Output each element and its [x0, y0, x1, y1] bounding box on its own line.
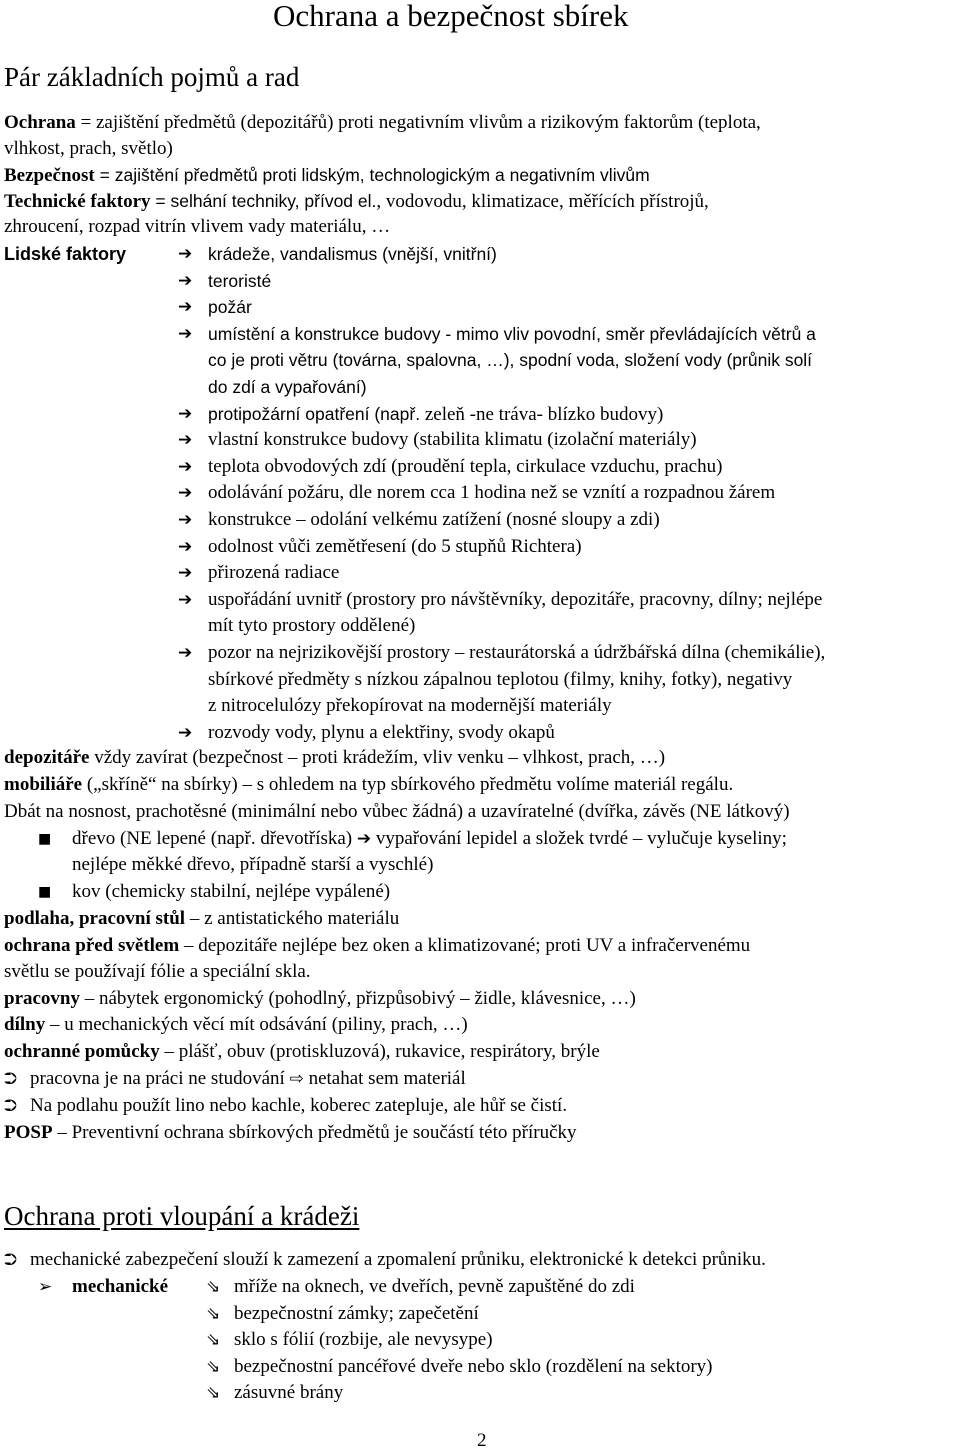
mechanicke-item: zásuvné brány [234, 1382, 344, 1403]
mechanicke-item: mříže na oknech, ve dveřích, pevně zapuštěné do zdi [234, 1276, 635, 1297]
lidske-faktory-item: odolávání požáru, dle norem cca 1 hodina než se vznítí a rozpadnou žárem [208, 482, 776, 504]
drevo-text-cont: nejlépe měkké dřevo, případně starší a vyschlé) [72, 854, 434, 875]
arrow-right-icon: ➔ [178, 722, 193, 743]
curved-arrow-icon: ⇘ [206, 1330, 221, 1350]
lidske-faktory-item: umístění a konstrukce budovy - mimo vliv povodní, směr převládajících větrů a [208, 323, 816, 344]
lidske-faktory-item: pozor na nejrizikovější prostory – restaurátorská a údržbářská dílna (chemikálie), [208, 642, 826, 663]
arrow-right-icon: ➔ [178, 297, 193, 318]
arrow-right-icon: ➔ [178, 403, 193, 424]
technicke-text-cont: zhroucení, rozpad vitrín vlivem vady materiálu, … [4, 216, 391, 237]
technicke-text: = selhání techniky, přívod el. [150, 191, 377, 211]
arrow-right-icon: ➔ [178, 643, 193, 663]
pracovny-text: – nábytek ergonomický (pohodlný, přizpůsobivý – židle, klávesnice, …) [80, 988, 636, 1009]
mechanicke-item: bezpečnostní pancéřové dveře nebo sklo (rozdělení na sektory) [234, 1355, 713, 1377]
arrow-right-icon: ➔ [178, 244, 193, 264]
mobiliare-line [4, 772, 733, 798]
svetlo-text-cont: světlu se používají fólie a speciální skla. [4, 961, 311, 982]
arrow-right-icon: ➔ [178, 430, 193, 451]
curved-arrow-icon: ⇘ [206, 1303, 221, 1324]
term-depozitare: depozitáře [4, 747, 90, 768]
hollow-arrow-icon: ⇨ [289, 1069, 304, 1089]
ochrana-text: = zajištění předmětů (depozitářů) proti negativním vlivům a rizikovým faktorům (teplota, [75, 112, 761, 133]
svetlo-line [4, 933, 750, 959]
lidske-faktory-item: vlastní konstrukce budovy (stabilita klimatu (izolační materiály) [208, 429, 697, 451]
curved-arrow-icon: ⇘ [206, 1277, 221, 1297]
lidske-faktory-item [208, 401, 663, 428]
podlaha-line [4, 906, 399, 932]
tip-line-2: Na podlahu použít lino nebo kachle, koberec zatepluje, ale hůř se čistí. [30, 1095, 568, 1116]
section-heading-basics: Pár základních pojmů a rad [4, 62, 300, 92]
lidske-faktory-item-text: zeleň -ne tráva- blízko budovy) [420, 403, 664, 425]
arrow-right-icon: ➔ [178, 589, 193, 610]
lidske-faktory-item-text: protipožární opatření (např. [208, 403, 421, 424]
arrow-right-icon: ➔ [178, 270, 193, 291]
term-posp: POSP [4, 1122, 53, 1143]
term-lidske-faktory: Lidské faktory [4, 244, 127, 264]
square-bullet-icon: ■ [38, 831, 52, 847]
drevo-text: dřevo (NE lepené (např. dřevotříska) [72, 828, 357, 849]
lidske-faktory-item: uspořádání uvnitř (prostory pro návštěvníky, depozitáře, pracovny, dílny; nejlépe [208, 588, 823, 610]
term-ochrana: Ochrana [4, 112, 76, 133]
dilny-line [4, 1012, 468, 1038]
circle-arrow-icon: ⮊ [4, 1096, 17, 1116]
lidske-faktory-item: z nitrocelulózy překopírovat na modernější materiály [208, 695, 612, 717]
svetlo-text: – depozitáře nejlépe bez oken a klimatizované; proti UV a infračervenému [179, 935, 751, 956]
page-title: Ochrana a bezpečnost sbírek [273, 0, 629, 33]
square-bullet-icon: ■ [38, 884, 52, 900]
lidske-faktory-item: odolnost vůči zemětřesení (do 5 stupňů Richtera) [208, 535, 582, 557]
drevo-line [72, 826, 787, 852]
pomucky-line [4, 1039, 600, 1065]
arrow-right-icon: ➔ [178, 510, 193, 530]
lidske-faktory-item: požár [208, 297, 252, 318]
mech-intro-line: mechanické zabezpečení slouží k zamezení a zpomalení průniku, elektronické k detekci průniku. [30, 1249, 766, 1270]
term-ochranne-pomucky: ochranné pomůcky [4, 1041, 160, 1062]
kov-line: kov (chemicky stabilní, nejlépe vypálené) [72, 881, 391, 902]
circle-arrow-icon: ⮊ [4, 1250, 17, 1270]
lidske-faktory-item: co je proti větru (továrna, spalovna, …), spodní voda, složení vody (průnik solí [208, 350, 813, 371]
tip1-text: pracovna je na práci ne studování [30, 1068, 290, 1089]
tip1-text-b: netahat sem materiál [303, 1068, 466, 1089]
arrow-right-icon: ➔ [178, 323, 193, 344]
term-mechanicke: mechanické [72, 1276, 169, 1297]
term-dilny: dílny [4, 1014, 46, 1035]
depozitare-line [4, 745, 665, 771]
pracovny-line [4, 986, 636, 1012]
ochrana-line [4, 110, 761, 136]
lidske-faktory-item: krádeže, vandalismus (vnější, vnitřní) [208, 244, 497, 264]
page-number: 2 [477, 1430, 487, 1451]
tip-line-1 [30, 1066, 466, 1092]
triangle-bullet-icon: ➢ [38, 1277, 53, 1297]
lidske-faktory-item: teplota obvodových zdí (proudění tepla, cirkulace vzduchu, prachu) [208, 455, 723, 477]
dbat-line: Dbát na nosnost, prachotěsné (minimální nebo vůbec žádná) a uzavíratelné (dvířka, závěs (NE látkový) [4, 801, 790, 822]
term-pracovny: pracovny [4, 988, 80, 1009]
term-podlaha: podlaha, pracovní stůl [4, 908, 186, 929]
lidske-faktory-item: rozvody vody, plynu a elektřiny, svody okapů [208, 721, 555, 743]
curved-arrow-icon: ⇘ [206, 1356, 221, 1377]
circle-arrow-icon: ⮊ [4, 1069, 17, 1089]
curved-arrow-icon: ⇘ [206, 1383, 221, 1403]
lidske-faktory-item: teroristé [208, 270, 272, 291]
posp-text: – Preventivní ochrana sbírkových předmětů je součástí této příručky [52, 1122, 577, 1143]
arrow-right-icon: ➔ [178, 483, 193, 504]
bezpecnost-line [4, 162, 650, 189]
term-bezpecnost: Bezpečnost [4, 165, 95, 186]
podlaha-text: – z antistatického materiálu [185, 908, 400, 929]
ochrana-text-cont: vlhkost, prach, světlo) [4, 138, 173, 159]
lidske-faktory-item: mít tyto prostory oddělené) [208, 615, 416, 637]
pomucky-text: – plášť, obuv (protiskluzová), rukavice, respirátory, brýle [159, 1041, 600, 1062]
arrow-right-icon: ➔ [356, 829, 372, 849]
lidske-faktory-item: přirozená radiace [208, 562, 340, 584]
mechanicke-item: bezpečnostní zámky; zapečetění [234, 1302, 479, 1324]
term-mobiliare: mobiliáře [4, 774, 83, 795]
depozitare-text: vždy zavírat (bezpečnost – proti krádežím, vliv venku – vlhkost, prach, …) [89, 747, 666, 768]
mechanicke-item: sklo s fólií (rozbije, ale nevysype) [234, 1329, 493, 1350]
technicke-text-b: , vodovodu, klimatizace, měřících přístrojů, [376, 191, 709, 212]
drevo-text-b: vypařování lepidel a složek tvrdé – vylučuje kyseliny; [371, 828, 787, 849]
arrow-right-icon: ➔ [178, 456, 193, 477]
arrow-right-icon: ➔ [178, 536, 193, 557]
posp-line [4, 1120, 577, 1146]
technicke-line [4, 188, 709, 215]
section-heading-theft: Ochrana proti vloupání a krádeži [4, 1201, 360, 1231]
lidske-faktory-item: sbírkové předměty s nízkou zápalnou teplotou (filmy, knihy, fotky), negativy [208, 668, 793, 690]
term-ochrana-pred-svetlem: ochrana před světlem [4, 935, 180, 956]
bezpecnost-text: = zajištění předmětů proti lidským, technologickým a negativním vlivům [94, 165, 650, 185]
mobiliare-text: („skříně“ na sbírky) – s ohledem na typ sbírkového předmětu volíme materiál regálu. [82, 774, 734, 795]
lidske-faktory-item: do zdí a vypařování) [208, 377, 367, 397]
lidske-faktory-item: konstrukce – odolání velkému zatížení (nosné sloupy a zdi) [208, 509, 660, 530]
term-technicke-faktory: Technické faktory [4, 191, 151, 212]
arrow-right-icon: ➔ [178, 563, 193, 584]
dilny-text: – u mechanických věcí mít odsávání (piliny, prach, …) [45, 1014, 468, 1035]
